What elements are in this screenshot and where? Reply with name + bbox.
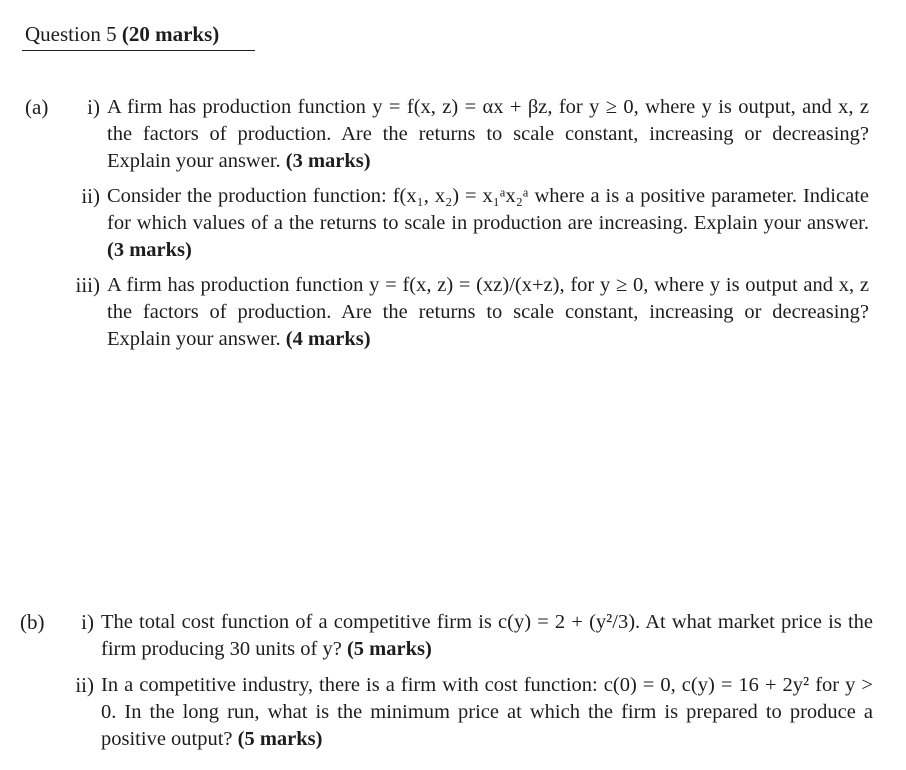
- part-a-item-1: [107, 94, 869, 175]
- part-a-item-3: [107, 272, 869, 353]
- part-b-label: (b): [20, 610, 45, 634]
- part-b-item-2-number: ii): [75, 673, 94, 697]
- part-a-item-1-marks: (3 marks): [285, 150, 371, 172]
- part-b-item-1-marks: (5 marks): [346, 638, 432, 660]
- part-a-item-3-number: iii): [75, 273, 100, 297]
- part-a-item-3-text: A firm has production function y = f(x, z) = (xz)/(x+z), for y ≥ 0, where y is output and x, z the factors of production. Are the returns to scale constant, increasing or decreasing? Explain your answer.: [107, 274, 869, 350]
- part-b-item-2: [101, 672, 873, 753]
- part-a-item-2: [107, 183, 869, 264]
- part-b-item-2-marks: (5 marks): [237, 728, 323, 750]
- part-a-label: (a): [25, 95, 49, 119]
- part-a-item-3-marks: (4 marks): [285, 328, 371, 350]
- question-number: Question 5: [25, 22, 117, 46]
- part-a-item-2-number: ii): [81, 184, 100, 208]
- part-a-item-2-text: Consider the production function: f(x₁, x₂) = x₁ᵃx₂ᵃ where a is a positive parameter. Indicate for which values of a the returns to scale in production are increasing. Explain your answer.: [107, 185, 869, 234]
- part-b-item-1-number: i): [81, 610, 94, 634]
- part-b-item-1: [101, 609, 873, 663]
- part-a-item-1-number: i): [87, 95, 100, 119]
- part-b-item-1-text: The total cost function of a competitive firm is c(y) = 2 + (y²/3). At what market price is the firm producing 30 units of y?: [101, 611, 873, 660]
- question-marks: (20 marks): [121, 22, 220, 46]
- question-title: [25, 20, 219, 48]
- part-b-item-2-text: In a competitive industry, there is a firm with cost function: c(0) = 0, c(y) = 16 + 2y² for y > 0. In the long run, what is the minimum price at which the firm is prepared to produce a positive output?: [101, 674, 873, 750]
- title-underline: [22, 50, 255, 51]
- part-a-item-2-marks: (3 marks): [107, 239, 192, 261]
- part-a-item-1-text: A firm has production function y = f(x, z) = αx + βz, for y ≥ 0, where y is output, and x, z the factors of production. Are the returns to scale constant, increasing or decreasing? Explain your answer.: [107, 96, 869, 172]
